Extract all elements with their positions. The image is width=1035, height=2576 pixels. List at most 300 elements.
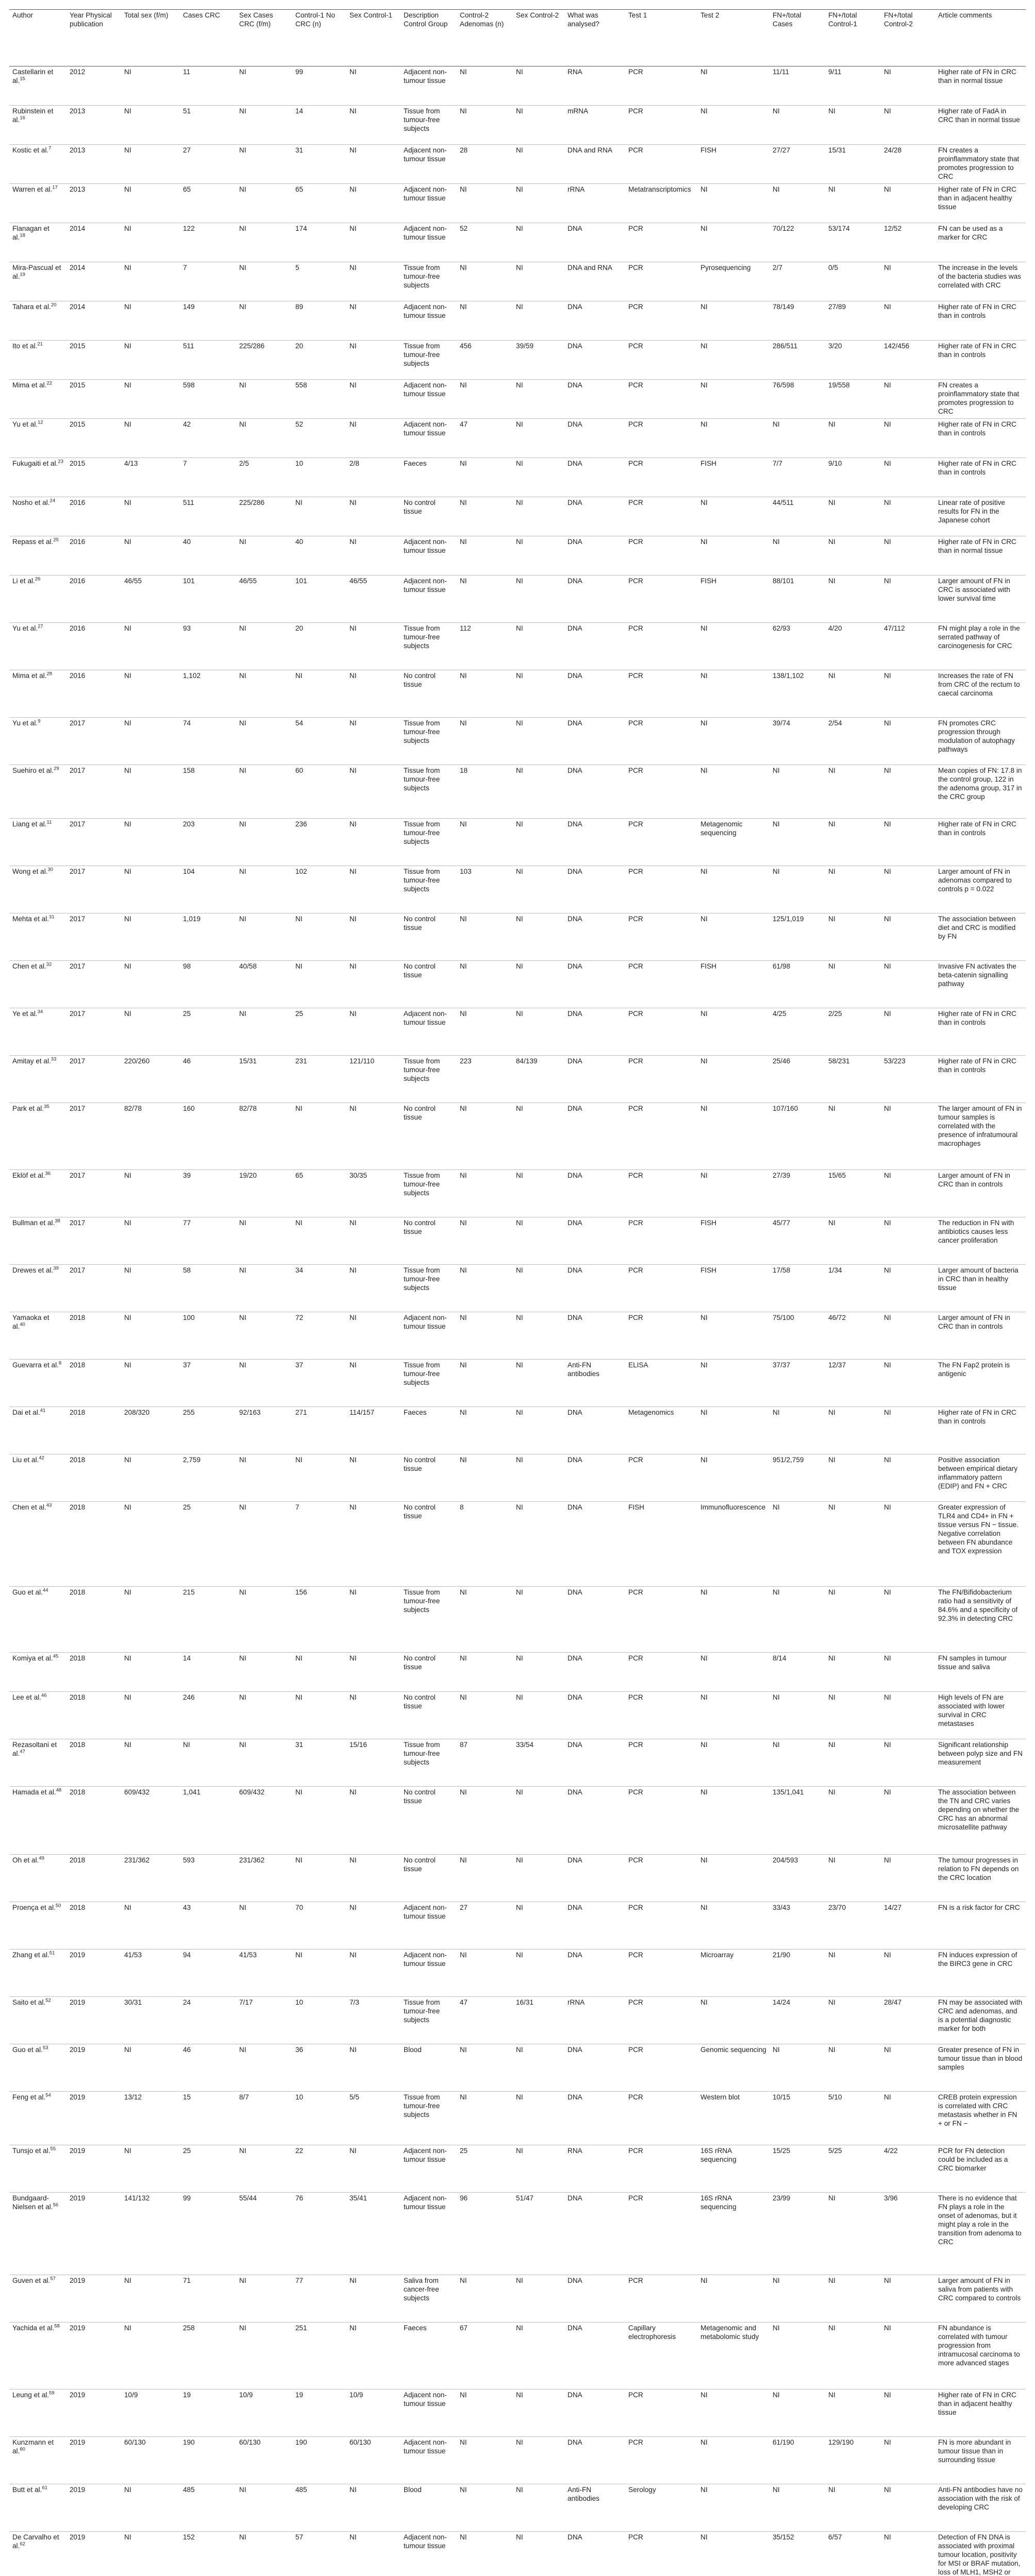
cell-sex-control-1: NI <box>349 538 357 546</box>
cell-fn-control-1: NI <box>828 1588 836 1596</box>
col-comments-header: Article comments <box>935 10 1026 66</box>
cell-fn-control-1: NI <box>828 1788 836 1796</box>
cell-total-sex: NI <box>124 303 131 311</box>
cell-cases-crc: 1,102 <box>183 672 201 680</box>
cell-sex-control-2: NI <box>516 624 523 632</box>
cell-control-2: 18 <box>460 767 468 774</box>
cell-year: 2012 <box>70 68 86 76</box>
cell-fn-control-2: NI <box>884 915 891 923</box>
cell-fn-control-2: NI <box>884 1503 891 1511</box>
cell-sex-control-1: 121/110 <box>349 1057 375 1065</box>
cell-sex-control-2: NI <box>516 1951 523 1959</box>
cell-sex-control-1: NI <box>349 381 357 389</box>
cell-year: 2017 <box>70 915 86 923</box>
cell-sex-cases: NI <box>239 146 246 154</box>
cell-total-sex: NI <box>124 1456 131 1464</box>
table-row <box>9 66 1026 106</box>
cell-cases-crc: 93 <box>183 624 191 632</box>
cell-analysed: DNA <box>567 499 582 506</box>
cell-author <box>9 2437 66 2484</box>
cell-test-1: PCR <box>628 1951 643 1959</box>
cell-fn-control-2: NI <box>884 1951 891 1959</box>
cell-comments: Higher rate of FN in CRC than in controls <box>938 1010 1016 1026</box>
cell-fn-cases: 37/37 <box>773 1361 791 1369</box>
reference-number: 61 <box>42 2485 48 2491</box>
reference-number: 43 <box>46 1502 52 1509</box>
cell-test-2: NI <box>700 672 708 680</box>
author-name: Guevarra et al. <box>12 1361 59 1369</box>
cell-cases-crc: 593 <box>183 1856 195 1864</box>
table-row <box>9 2092 1026 2145</box>
table-row <box>9 380 1026 419</box>
cell-test-1: PCR <box>628 1057 643 1065</box>
cell-analysed: DNA <box>567 1588 582 1596</box>
cell-comments: Higher rate of FN in CRC than in adjacent healthy tissue <box>938 2391 1016 2416</box>
author-name: Feng et al. <box>12 2093 46 2101</box>
col-fn-control-2-header: FN+/total Control-2 <box>881 10 935 66</box>
cell-author <box>9 223 66 262</box>
cell-control-1: 19 <box>295 2391 304 2399</box>
cell-test-1: PCR <box>628 719 643 727</box>
cell-author <box>9 497 66 536</box>
cell-analysed: Anti-FN antibodies <box>567 1361 599 1378</box>
cell-sex-control-2: NI <box>516 1409 523 1416</box>
cell-author <box>9 718 66 765</box>
cell-description: No control tissue <box>404 1105 436 1121</box>
cell-test-1: PCR <box>628 868 643 875</box>
author-name: Lee et al. <box>12 1693 41 1701</box>
cell-year: 2017 <box>70 868 86 875</box>
cell-fn-control-1: 4/20 <box>828 624 842 632</box>
reference-number: 22 <box>46 380 53 386</box>
cell-fn-control-1: NI <box>828 868 836 875</box>
cell-sex-control-2: NI <box>516 1172 523 1179</box>
cell-fn-control-2: NI <box>884 2277 891 2284</box>
cell-control-2: NI <box>460 68 467 76</box>
cell-fn-control-1: NI <box>828 672 836 680</box>
cell-cases-crc: 7 <box>183 460 187 467</box>
cell-sex-control-1: NI <box>349 2147 357 2155</box>
table-row <box>9 1950 1026 1997</box>
table-row <box>9 2323 1026 2389</box>
cell-test-2: NI <box>700 1788 708 1796</box>
cell-fn-control-1: NI <box>828 1105 836 1112</box>
cell-sex-control-1: 60/130 <box>349 2438 371 2446</box>
cell-analysed: DNA <box>567 915 582 923</box>
cell-sex-cases: NI <box>239 719 246 727</box>
cell-fn-cases: 61/98 <box>773 962 791 970</box>
cell-year: 2018 <box>70 1409 86 1416</box>
cell-test-1: PCR <box>628 225 643 232</box>
cell-test-1: PCR <box>628 342 643 350</box>
cell-sex-control-1: NI <box>349 2533 357 2541</box>
cell-control-1: NI <box>295 962 303 970</box>
reference-number: 19 <box>20 272 25 278</box>
cell-cases-crc: 94 <box>183 1951 191 1959</box>
cell-cases-crc: 215 <box>183 1588 195 1596</box>
cell-total-sex: NI <box>124 2486 131 2494</box>
cell-cases-crc: 15 <box>183 2093 191 2101</box>
cell-control-1: 25 <box>295 1010 304 1018</box>
table-row <box>9 1407 1026 1454</box>
cell-cases-crc: 11 <box>183 68 191 76</box>
cell-total-sex: NI <box>124 1361 131 1369</box>
cell-analysed: DNA <box>567 2533 582 2541</box>
cell-sex-control-1: NI <box>349 915 357 923</box>
cell-fn-cases: 78/149 <box>773 303 794 311</box>
cell-comments: CREB protein expression is correlated with CRC metastasis whether in FN + or FN − <box>938 2093 1017 2127</box>
cell-fn-cases: 2/7 <box>773 264 782 272</box>
cell-fn-control-2: NI <box>884 1788 891 1796</box>
cell-analysed: DNA <box>567 820 582 828</box>
cell-test-2: Genomic sequencing <box>700 2046 766 2054</box>
cell-fn-control-2: 4/22 <box>884 2147 898 2155</box>
table-row <box>9 718 1026 765</box>
cell-fn-control-2: NI <box>884 2093 891 2101</box>
reference-number: 50 <box>55 1903 61 1909</box>
cell-author <box>9 765 66 819</box>
table-row <box>9 1217 1026 1265</box>
cell-test-1: PCR <box>628 1856 643 1864</box>
cell-year: 2013 <box>70 146 86 154</box>
cell-control-1: NI <box>295 1856 303 1864</box>
cell-test-2: FISH <box>700 460 716 467</box>
cell-sex-cases: NI <box>239 624 246 632</box>
cell-sex-control-1: NI <box>349 225 357 232</box>
reference-number: 29 <box>54 766 59 772</box>
cell-test-2: NI <box>700 1172 708 1179</box>
cell-total-sex: NI <box>124 1219 131 1227</box>
cell-comments: Significant relationship between polyp size and FN measurement <box>938 1741 1023 1766</box>
table-row <box>9 2532 1026 2576</box>
cell-sex-cases: NI <box>239 868 246 875</box>
cell-description: Adjacent non-tumour tissue <box>404 1904 447 1920</box>
table-row <box>9 765 1026 819</box>
cell-test-1: PCR <box>628 381 643 389</box>
cell-sex-cases: 15/31 <box>239 1057 257 1065</box>
cell-cases-crc: 100 <box>183 1314 195 1321</box>
author-name: Ito et al. <box>12 342 38 350</box>
author-name: Bullman et al. <box>12 1219 55 1227</box>
cell-test-2: NI <box>700 2533 708 2541</box>
cell-fn-control-1: 53/174 <box>828 225 850 232</box>
cell-comments: FN induces expression of the BIRC3 gene in CRC <box>938 1951 1017 1968</box>
cell-analysed: DNA <box>567 719 582 727</box>
author-name: Chen et al. <box>12 962 46 970</box>
cell-control-1: 31 <box>295 1741 304 1749</box>
cell-control-1: NI <box>295 499 303 506</box>
cell-fn-cases: 27/27 <box>773 146 791 154</box>
reference-number: 51 <box>49 1950 55 1956</box>
cell-author <box>9 913 66 961</box>
cell-cases-crc: 27 <box>183 146 191 154</box>
cell-sex-cases: NI <box>239 1503 246 1511</box>
cell-sex-cases: 46/55 <box>239 577 257 585</box>
cell-sex-control-2: NI <box>516 2147 523 2155</box>
cell-test-1: PCR <box>628 577 643 585</box>
reference-number: 7 <box>48 145 52 151</box>
cell-sex-control-2: NI <box>516 820 523 828</box>
cell-test-2: NI <box>700 1105 708 1112</box>
cell-sex-control-2: 39/59 <box>516 342 534 350</box>
cell-fn-cases: 27/39 <box>773 1172 791 1179</box>
cell-test-1: PCR <box>628 820 643 828</box>
cell-fn-control-1: NI <box>828 1951 836 1959</box>
reference-number: 59 <box>49 2390 55 2396</box>
cell-control-1: 70 <box>295 1904 304 1911</box>
cell-total-sex: NI <box>124 1904 131 1911</box>
cell-fn-control-1: NI <box>828 767 836 774</box>
cell-control-2: NI <box>460 1105 467 1112</box>
cell-fn-control-2: NI <box>884 1172 891 1179</box>
cell-fn-cases: 138/1,102 <box>773 672 804 680</box>
cell-control-1: 65 <box>295 185 304 193</box>
cell-year: 2019 <box>70 2093 86 2101</box>
cell-comments: The larger amount of FN in tumour samples is correlated with the presence of infratumoural macrophages <box>938 1105 1022 1147</box>
table-row <box>9 106 1026 145</box>
cell-control-2: NI <box>460 1856 467 1864</box>
cell-comments: Higher rate of FN in CRC than in controls <box>938 303 1016 319</box>
cell-control-1: NI <box>295 1693 303 1701</box>
cell-total-sex: NI <box>124 146 131 154</box>
cell-sex-control-2: 51/47 <box>516 2194 534 2202</box>
cell-cases-crc: 25 <box>183 1503 191 1511</box>
cell-cases-crc: 122 <box>183 225 195 232</box>
cell-comments: The increase in the levels of the bacteria studies was correlated with CRC <box>938 264 1021 289</box>
reference-number: 9 <box>38 718 41 724</box>
cell-year: 2015 <box>70 420 86 428</box>
cell-fn-cases: 23/99 <box>773 2194 791 2202</box>
author-name: Eklöf et al. <box>12 1172 45 1179</box>
cell-control-2: 103 <box>460 868 472 875</box>
cell-year: 2017 <box>70 1057 86 1065</box>
cell-fn-control-1: 15/31 <box>828 146 846 154</box>
cell-control-1: 174 <box>295 225 307 232</box>
cell-description: Tissue from tumour-free subjects <box>404 868 440 893</box>
cell-sex-cases: NI <box>239 2486 246 2494</box>
cell-control-1: 156 <box>295 1588 307 1596</box>
cell-total-sex: NI <box>124 2147 131 2155</box>
cell-cases-crc: 51 <box>183 107 191 115</box>
author-name: Yamaoka et al. <box>12 1314 49 1330</box>
cell-fn-control-2: NI <box>884 2391 891 2399</box>
cell-comments: Higher rate of FN in CRC than in controls <box>938 420 1016 437</box>
cell-fn-control-2: NI <box>884 672 891 680</box>
cell-sex-control-1: NI <box>349 185 357 193</box>
cell-description: Tissue from tumour-free subjects <box>404 1266 440 1292</box>
cell-cases-crc: 40 <box>183 538 191 546</box>
cell-comments: Higher rate of FN in CRC than in controls <box>938 1057 1016 1074</box>
table-row <box>9 670 1026 718</box>
cell-test-2: 16S rRNA sequencing <box>700 2194 737 2211</box>
cell-analysed: RNA <box>567 2147 582 2155</box>
cell-control-1: 76 <box>295 2194 304 2202</box>
cell-test-2: NI <box>700 2391 708 2399</box>
cell-comments: The association between the TN and CRC varies depending on whether the CRC has an abnormal microsatellite pathway <box>938 1788 1020 1831</box>
cell-cases-crc: 46 <box>183 1057 191 1065</box>
cell-control-1: 37 <box>295 1361 304 1369</box>
reference-number: 42 <box>39 1455 44 1461</box>
table-row <box>9 2389 1026 2437</box>
cell-total-sex: NI <box>124 264 131 272</box>
cell-fn-control-1: NI <box>828 915 836 923</box>
cell-sex-control-1: NI <box>349 868 357 875</box>
cell-control-2: NI <box>460 1588 467 1596</box>
cell-cases-crc: 65 <box>183 185 191 193</box>
cell-sex-cases: NI <box>239 2533 246 2541</box>
cell-sex-control-1: 5/5 <box>349 2093 359 2101</box>
cell-sex-control-2: NI <box>516 915 523 923</box>
cell-cases-crc: 104 <box>183 868 195 875</box>
author-name: Guven et al. <box>12 2277 51 2284</box>
cell-comments: Higher rate of FadA in CRC than in normal tissue <box>938 107 1020 124</box>
cell-author <box>9 2145 66 2193</box>
cell-fn-control-2: NI <box>884 2046 891 2054</box>
cell-sex-cases: NI <box>239 68 246 76</box>
table-row <box>9 2193 1026 2275</box>
table-row <box>9 1787 1026 1855</box>
cell-fn-cases: 15/25 <box>773 2147 791 2155</box>
cell-test-1: PCR <box>628 1266 643 1274</box>
cell-total-sex: 30/31 <box>124 1998 142 2006</box>
cell-total-sex: NI <box>124 2533 131 2541</box>
cell-test-1: PCR <box>628 1741 643 1749</box>
cell-test-1: ELISA <box>628 1361 648 1369</box>
author-name: Mehta et al. <box>12 915 49 923</box>
cell-author <box>9 2044 66 2092</box>
cell-control-2: NI <box>460 1266 467 1274</box>
cell-author <box>9 1855 66 1902</box>
table-row <box>9 1587 1026 1653</box>
cell-test-2: NI <box>700 719 708 727</box>
author-name: Hamada et al. <box>12 1788 56 1796</box>
cell-sex-control-2: NI <box>516 2438 523 2446</box>
cell-fn-cases: 286/511 <box>773 342 798 350</box>
cell-fn-control-2: NI <box>884 767 891 774</box>
cell-analysed: DNA <box>567 2391 582 2399</box>
cell-sex-cases: 8/7 <box>239 2093 249 2101</box>
cell-description: Adjacent non-tumour tissue <box>404 2438 447 2455</box>
cell-control-2: NI <box>460 1456 467 1464</box>
cell-comments: PCR for FN detection could be included as a CRC biomarker <box>938 2147 1008 2172</box>
cell-control-1: NI <box>295 915 303 923</box>
cell-fn-control-2: NI <box>884 868 891 875</box>
cell-fn-cases: NI <box>773 1741 780 1749</box>
cell-sex-control-1: NI <box>349 264 357 272</box>
cell-control-2: 47 <box>460 420 468 428</box>
col-analysed-header: What was analysed? <box>564 10 625 66</box>
cell-description: No control tissue <box>404 1654 436 1671</box>
cell-sex-control-1: 46/55 <box>349 577 368 585</box>
cell-year: 2013 <box>70 185 86 193</box>
cell-sex-cases: 40/58 <box>239 962 257 970</box>
cell-comments: FN creates a proinflammatory state that promotes progression to CRC <box>938 381 1020 415</box>
table-row <box>9 2275 1026 2323</box>
cell-fn-control-2: NI <box>884 1219 891 1227</box>
cell-analysed: DNA <box>567 767 582 774</box>
cell-total-sex: NI <box>124 499 131 506</box>
author-name: Suehiro et al. <box>12 767 54 774</box>
reference-number: 45 <box>53 1653 59 1659</box>
cell-sex-control-1: 114/157 <box>349 1409 375 1416</box>
cell-year: 2017 <box>70 1010 86 1018</box>
author-name: Amitay et al. <box>12 1057 51 1065</box>
cell-control-2: NI <box>460 1693 467 1701</box>
cell-description: Faeces <box>404 2324 427 2332</box>
cell-description: No control tissue <box>404 962 436 979</box>
author-name: Yu et al. <box>12 420 38 428</box>
cell-test-1: Metagenomics <box>628 1409 674 1416</box>
cell-cases-crc: 190 <box>183 2438 195 2446</box>
cell-control-2: 456 <box>460 342 472 350</box>
col-fn-control-1-header: FN+/total Control-1 <box>825 10 881 66</box>
cell-control-2: 112 <box>460 624 471 632</box>
cell-sex-control-1: NI <box>349 107 357 115</box>
cell-sex-cases: NI <box>239 767 246 774</box>
cell-year: 2017 <box>70 962 86 970</box>
cell-sex-control-1: NI <box>349 1788 357 1796</box>
cell-test-2: NI <box>700 107 708 115</box>
cell-control-1: NI <box>295 1654 303 1662</box>
cell-description: No control tissue <box>404 1856 436 1873</box>
cell-analysed: mRNA <box>567 107 589 115</box>
author-name: Chen et al. <box>12 1503 46 1511</box>
cell-fn-control-2: NI <box>884 1456 891 1464</box>
cell-fn-cases: 7/7 <box>773 460 782 467</box>
author-name: Zhang et al. <box>12 1951 49 1959</box>
cell-fn-cases: 17/58 <box>773 1266 791 1274</box>
cell-comments: Linear rate of positive results for FN in the Japanese cohort <box>938 499 1005 524</box>
reference-number: 23 <box>58 459 63 465</box>
cell-fn-control-1: NI <box>828 962 836 970</box>
cell-test-1: PCR <box>628 2438 643 2446</box>
cell-cases-crc: 25 <box>183 1010 191 1018</box>
cell-year: 2015 <box>70 460 86 467</box>
cell-test-2: NI <box>700 499 708 506</box>
cell-sex-control-1: 15/16 <box>349 1741 368 1749</box>
cell-analysed: DNA <box>567 1951 582 1959</box>
reference-number: 35 <box>44 1104 49 1110</box>
cell-description: Adjacent non-tumour tissue <box>404 1010 447 1026</box>
cell-author <box>9 819 66 866</box>
reference-number: 48 <box>56 1787 62 1793</box>
cell-fn-control-2: NI <box>884 962 891 970</box>
cell-comments: Larger amount of FN in CRC is associated with lower survival time <box>938 577 1010 602</box>
cell-fn-control-1: NI <box>828 1654 836 1662</box>
cell-sex-control-1: NI <box>349 1105 357 1112</box>
cell-sex-cases: NI <box>239 264 246 272</box>
cell-analysed: DNA <box>567 225 582 232</box>
cell-fn-cases: 88/101 <box>773 577 794 585</box>
cell-description: Adjacent non-tumour tissue <box>404 1951 447 1968</box>
reference-number: 32 <box>46 961 52 968</box>
cell-test-1: PCR <box>628 1314 643 1321</box>
author-name: Rezasoltani et al. <box>12 1741 57 1757</box>
cell-total-sex: NI <box>124 538 131 546</box>
cell-fn-control-1: NI <box>828 1503 836 1511</box>
cell-test-2: FISH <box>700 146 716 154</box>
cell-author <box>9 419 66 458</box>
table-row <box>9 184 1026 223</box>
cell-fn-control-1: 2/25 <box>828 1010 842 1018</box>
author-name: Saito et al. <box>12 1998 46 2006</box>
cell-sex-control-2: NI <box>516 2046 523 2054</box>
cell-control-2: NI <box>460 538 467 546</box>
cell-control-1: 60 <box>295 767 304 774</box>
cell-description: No control tissue <box>404 1788 436 1805</box>
cell-analysed: DNA and RNA <box>567 146 612 154</box>
cell-analysed: DNA <box>567 2277 582 2284</box>
